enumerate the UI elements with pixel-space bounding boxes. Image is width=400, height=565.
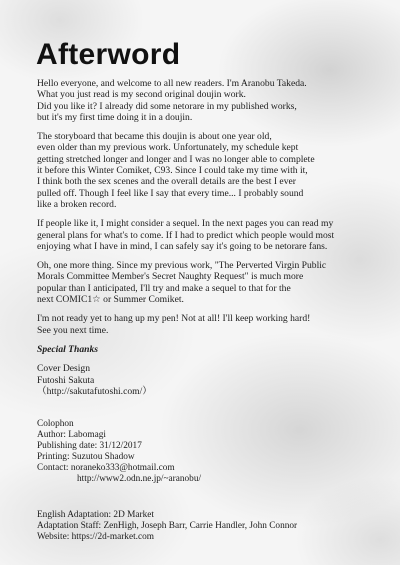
text-line: Oh, one more thing. Since my previous work, "The Perverted Virgin Public <box>37 260 327 272</box>
text-line: general plans for what's to come. If I had to predict which people would most <box>37 229 335 241</box>
colophon-author: Author: Labomagi <box>37 429 106 440</box>
english-credits <box>37 510 387 543</box>
page-title: Afterword <box>36 38 181 71</box>
paragraph-closing <box>37 313 387 336</box>
text-line: enjoying what I have in mind, I can safely say it's going to be netorare fans. <box>37 240 328 252</box>
text-line: Hello everyone, and welcome to all new readers. I'm Aranobu Takeda. <box>37 78 307 89</box>
credit-line: Futoshi Sakuta <box>37 374 95 386</box>
text-line: next COMIC1☆ or Summer Comiket. <box>37 294 184 306</box>
colophon <box>37 419 387 484</box>
credit-link[interactable]: （http://sakutafutoshi.com/） <box>37 385 152 397</box>
colophon-website[interactable]: http://www2.odn.ne.jp/~aranobu/ <box>77 473 202 484</box>
english-website[interactable]: Website: https://2d-market.com <box>37 531 154 542</box>
text-line: If people like it, I might consider a sequel. In the next pages you can read my <box>37 218 334 230</box>
text-line: pulled off. Though I feel like I say that every time... I probably sound <box>37 187 304 199</box>
paragraph-intro <box>37 78 387 123</box>
text-line: Did you like it? I already did some netorare in my published works, <box>37 100 297 112</box>
english-adaptation: English Adaptation: 2D Market <box>37 510 154 520</box>
colophon-heading: Colophon <box>37 419 74 429</box>
text-line: even older than my previous work. Unfortunately, my schedule kept <box>37 142 299 154</box>
text-line: Morals Committee Member's Secret Naughty Request" is much more <box>37 271 304 283</box>
special-thanks-credits <box>37 363 387 397</box>
text-line: popular than I anticipated, I'll try and make a sequel to that for the <box>37 282 291 294</box>
paragraph-sequel <box>37 218 387 252</box>
text-line: See you next time. <box>37 324 109 336</box>
text-line: What you just read is my second original doujin work. <box>37 89 246 101</box>
text-line: I'm not ready yet to hang up my pen! Not at all! I'll keep working hard! <box>37 313 311 325</box>
text-line: but it's my first time doing it in a doujin. <box>37 111 193 123</box>
afterword-body <box>37 78 387 397</box>
special-thanks-heading: Special Thanks <box>37 343 99 355</box>
colophon-date: Publishing date: 31/12/2017 <box>37 440 142 451</box>
paragraph-storyboard <box>37 131 387 210</box>
text-line: The storyboard that became this doujin is about one year old, <box>37 131 272 143</box>
colophon-printing: Printing: Suzutou Shadow <box>37 451 135 462</box>
adaptation-staff: Adaptation Staff: ZenHigh, Joseph Barr, Carrie Handler, John Connor <box>37 520 298 531</box>
text-line: getting stretched longer and longer and I was no longer able to complete <box>37 153 315 165</box>
colophon-contact[interactable]: Contact: noraneko333@hotmail.com <box>37 462 175 473</box>
credit-line: Cover Design <box>37 363 91 375</box>
text-line: I think both the sex scenes and the overall details are the best I ever <box>37 176 296 188</box>
text-line: like a broken record. <box>37 198 117 210</box>
text-line: it before this Winter Comiket, C93. Since I could take my time with it, <box>37 165 308 177</box>
paragraph-previous-work <box>37 260 387 305</box>
